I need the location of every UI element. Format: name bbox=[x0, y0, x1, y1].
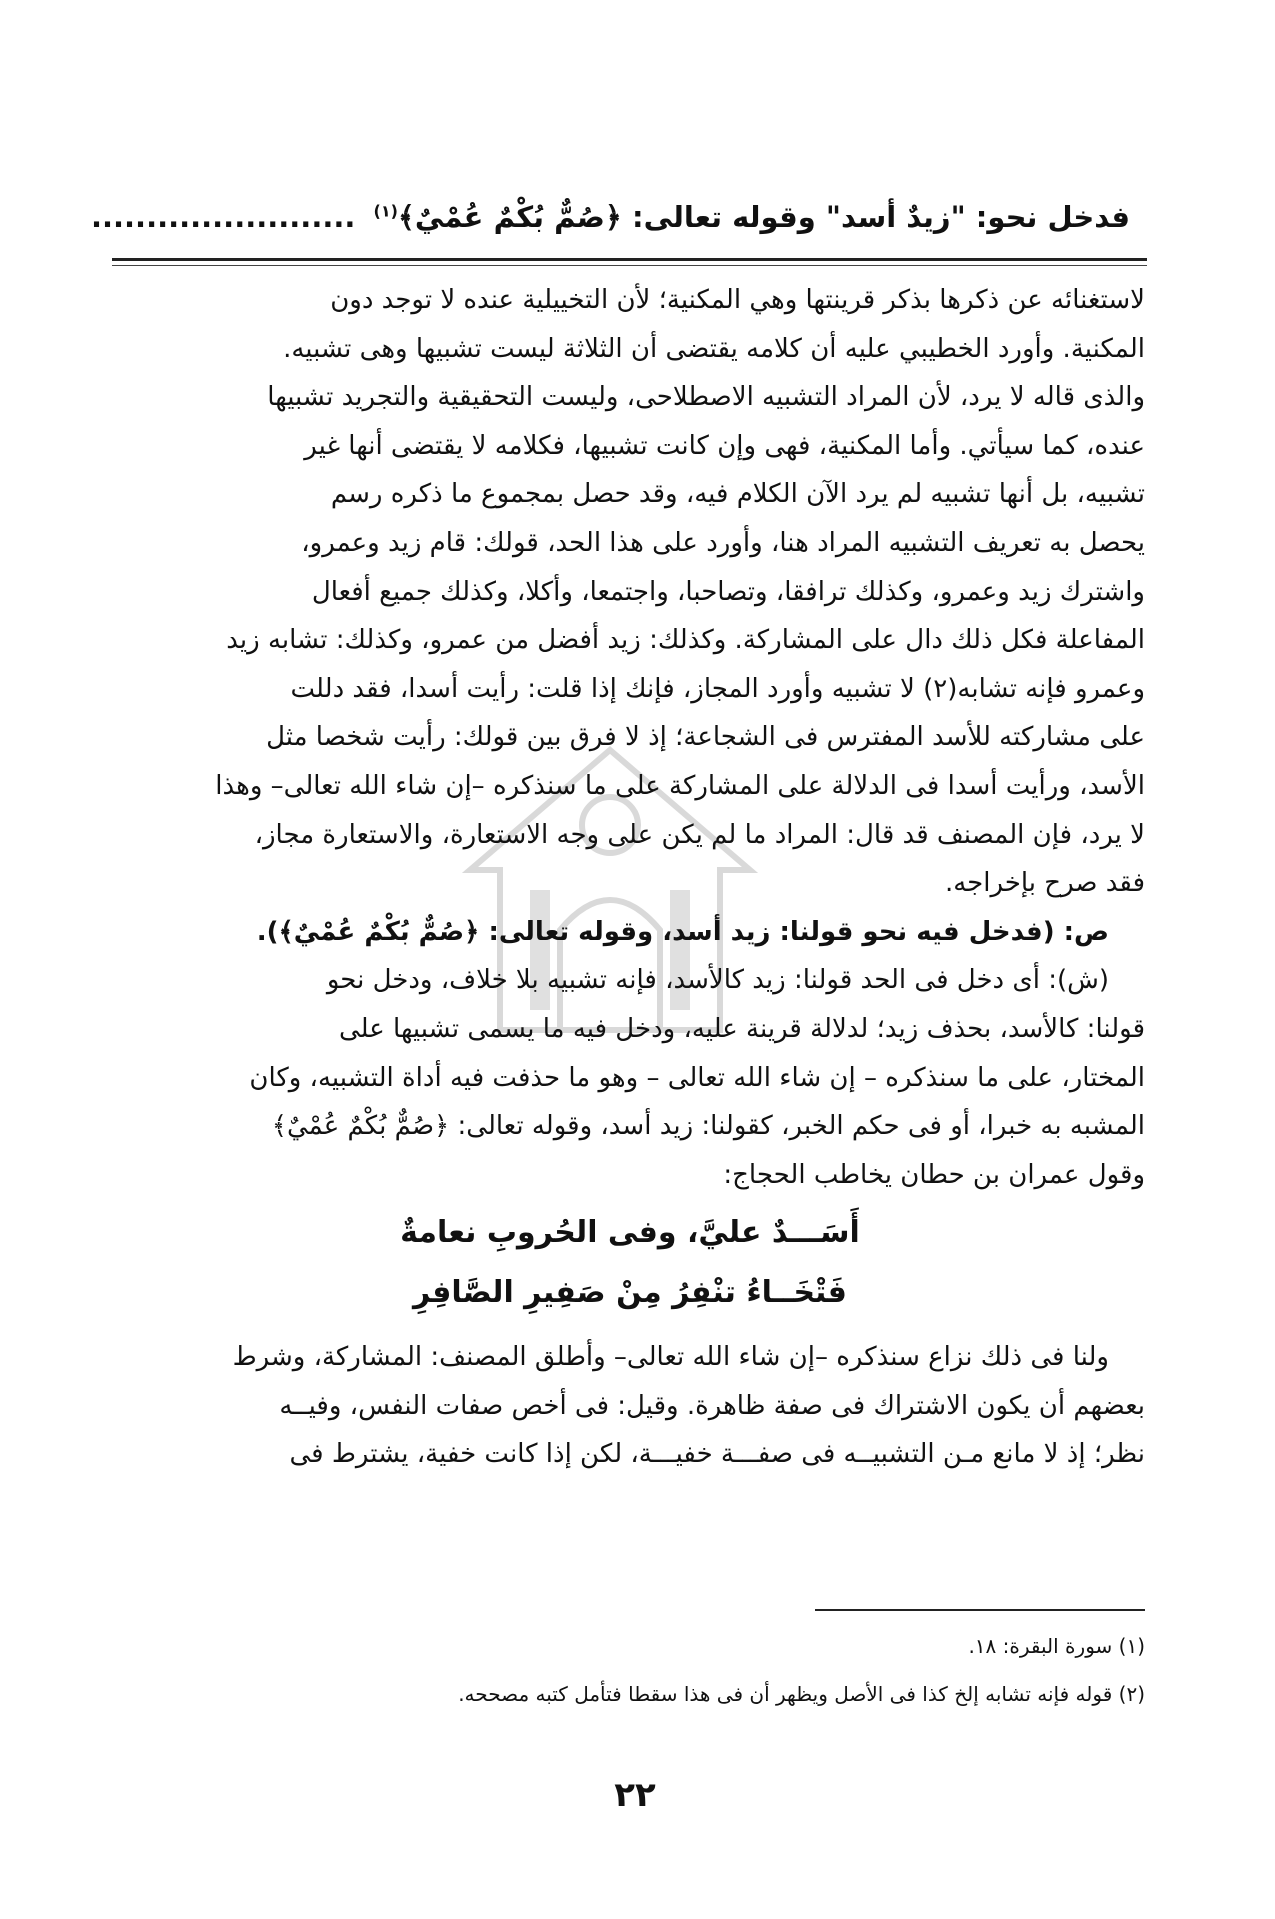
header-title: فدخل نحو: "زيدٌ أسد" وقوله تعالى: ﴿صُمٌّ بُكْمٌ عُمْيٌ﴾ bbox=[397, 200, 1130, 234]
text-line: المختار، على ما سنذكره – إن شاء الله تعالى – وهو ما حذفت فيه أداة التشبيه، وكان bbox=[249, 1062, 1145, 1093]
page-number: ٢٢ bbox=[614, 1775, 656, 1815]
text-line: الأسد، ورأيت أسدا فى الدلالة على المشاركة على ما سنذكره –إن شاء الله تعالى– وهذا bbox=[215, 770, 1145, 801]
commentary-line: (ش): أى دخل فى الحد قولنا: زيد كالأسد، فإنه تشبيه بلا خلاف، ودخل نحو bbox=[326, 965, 1109, 996]
text-line: فقد صرح بإخراجه. bbox=[944, 868, 1145, 899]
text-line: والذى قاله لا يرد، لأن المراد التشبيه الاصطلاحى، وليست التحقيقية والتجريد تشبيها bbox=[267, 382, 1145, 413]
verse-first-hemistich: أَسَـــدٌ عليَّ، وفى الحُروبِ نعامةٌ bbox=[400, 1215, 860, 1251]
text-line: المشبه به خبرا، أو فى حكم الخبر، كقولنا: زيد أسد، وقوله تعالى: ﴿صُمٌّ بُكْمٌ عُمْيٌ﴾ bbox=[271, 1111, 1145, 1142]
text-line: المكنية. وأورد الخطيبي عليه أن كلامه يقتضى أن الثلاثة ليست تشبيها وهى تشبيه. bbox=[283, 333, 1145, 364]
footnote-2: (٢) قوله فإنه تشابه إلخ كذا فى الأصل ويظهر أن فى هذا سقطا فتأمل كتبه مصححه. bbox=[458, 1682, 1145, 1706]
text-line: على مشاركته للأسد المفترس فى الشجاعة؛ إذ لا فرق بين قولك: رأيت شخصا مثل bbox=[266, 722, 1145, 753]
text-line: المفاعلة فكل ذلك دال على المشاركة. وكذلك: زيد أفضل من عمرو، وكذلك: تشابه زيد bbox=[226, 625, 1145, 656]
header-dots: ........................ bbox=[90, 200, 356, 234]
matn-line: ص: (فدخل فيه نحو قولنا: زيد أسد، وقوله تعالى: ﴿صُمٌّ بُكْمٌ عُمْيٌ﴾). bbox=[256, 916, 1109, 947]
verse-second-hemistich: فَتْخَــاءُ تنْفِرُ مِنْ صَفِيرِ الصَّافِرِ bbox=[413, 1275, 847, 1311]
text-line: ولنا فى ذلك نزاع سنذكره –إن شاء الله تعالى– وأطلق المصنف: المشاركة، وشرط bbox=[232, 1342, 1109, 1373]
text-line: بعضهم أن يكون الاشتراك فى صفة ظاهرة. وقيل: فى أخص صفات النفس، وفيــه bbox=[279, 1390, 1145, 1421]
text-line: واشترك زيد وعمرو، وكذلك ترافقا، وتصاحبا، واجتمعا، وأكلا، وكذلك جميع أفعال bbox=[311, 576, 1145, 607]
text-line: قولنا: كالأسد، بحذف زيد؛ لدلالة قرينة عليه، ودخل فيه ما يسمى تشبيها على bbox=[338, 1013, 1145, 1044]
text-line: لاستغنائه عن ذكرها بذكر قرينتها وهي المكنية؛ لأن التخييلية عنده لا توجد دون bbox=[330, 285, 1145, 315]
text-line: نظر؛ إذ لا مانع مـن التشبيــه فى صفـــة خفيـــة، لكن إذا كانت خفية، يشترط فى bbox=[289, 1439, 1145, 1470]
footnote-separator bbox=[815, 1609, 1145, 1611]
text-line: لا يرد، فإن المصنف قد قال: المراد ما لم يكن على وجه الاستعارة، والاستعارة مجاز، bbox=[254, 819, 1145, 850]
text-line: وعمرو فإنه تشابه(٢) لا تشبيه وأورد المجاز، فإنك إذا قلت: رأيت أسدا، فقد دللت bbox=[290, 673, 1145, 704]
main-text bbox=[115, 276, 1145, 1479]
poetry-verse bbox=[115, 1203, 1145, 1323]
footnote-1: (١) سورة البقرة: ١٨. bbox=[968, 1634, 1145, 1658]
running-header bbox=[90, 200, 1130, 234]
footnotes bbox=[115, 1622, 1145, 1718]
text-line: تشبيه، بل أنها تشبيه لم يرد الآن الكلام فيه، وقد حصل بمجموع ما ذكره رسم bbox=[330, 479, 1145, 510]
text-line: عنده، كما سيأتي. وأما المكنية، فهى وإن كانت تشبيها، فكلامه لا يقتضى أنها غير bbox=[304, 430, 1145, 461]
text-line: يحصل به تعريف التشبيه المراد هنا، وأورد على هذا الحد، قولك: قام زيد وعمرو، bbox=[301, 527, 1145, 558]
header-footnote-ref: (١) bbox=[373, 201, 398, 221]
header-rule-thick bbox=[112, 258, 1147, 261]
header-rule-thin bbox=[112, 265, 1147, 266]
text-line: وقول عمران بن حطان يخاطب الحجاج: bbox=[723, 1159, 1145, 1190]
